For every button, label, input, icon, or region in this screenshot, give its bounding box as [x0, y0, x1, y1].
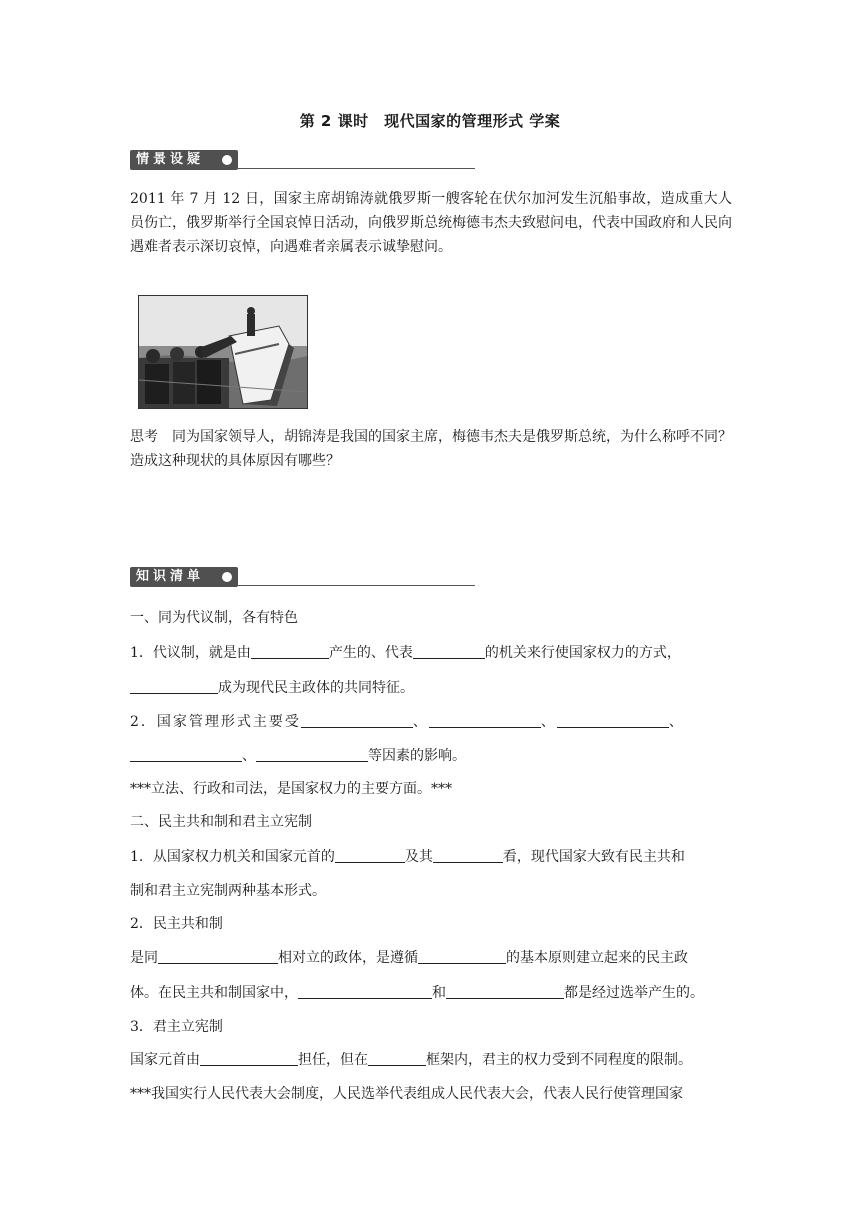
blank-field[interactable] [301, 713, 413, 728]
think-label: 思考 [130, 429, 158, 445]
fill-line-2b [130, 745, 466, 765]
text: 成为现代民主政体的共同特征。 [218, 680, 414, 696]
text: 担任，但在 [298, 1052, 368, 1068]
blank-field[interactable] [368, 1051, 426, 1066]
fill-line-1b [130, 677, 414, 697]
heading-republic-monarchy: 二、民主共和制和君主立宪制 [130, 814, 312, 830]
banner-label: 知识清单 [136, 569, 205, 584]
fill-line-5a [130, 947, 688, 967]
blank-field[interactable] [256, 747, 368, 762]
fill-line-7 [130, 1049, 692, 1069]
text: 2．国家管理形式主要受 [130, 714, 301, 730]
blank-field[interactable] [557, 713, 669, 728]
text: 看，现代国家大致有民主共和 [502, 849, 685, 865]
blank-field[interactable] [200, 1051, 298, 1066]
text: 1．从国家权力机关和国家元首的 [130, 849, 335, 865]
section-banner-knowledge [130, 567, 475, 589]
text: 和 [432, 985, 446, 1001]
text: 国家元首由 [130, 1052, 200, 1068]
rescue-boat-photo [138, 295, 308, 409]
note-npc: ***我国实行人民代表大会制度，人民选举代表组成人民代表大会，代表人民行使管理国家 [130, 1086, 683, 1102]
text: 、 [412, 714, 429, 730]
subheading-monarchy: 3．君主立宪制 [130, 1019, 223, 1035]
blank-field[interactable] [446, 984, 564, 999]
section-banner-scene [130, 150, 475, 172]
banner-label: 情景设疑 [136, 152, 205, 167]
text: 1．代议制，就是由 [130, 645, 251, 661]
text: 产生的、代表 [328, 645, 413, 661]
blank-field[interactable] [413, 644, 485, 659]
text: 框架内，君主的权力受到不同程度的限制。 [426, 1052, 692, 1068]
text: 的基本原则建立起来的民主政 [506, 950, 688, 966]
text: 及其 [404, 849, 433, 865]
text: 等因素的影响。 [368, 748, 466, 764]
note-powers: ***立法、行政和司法，是国家权力的主要方面。*** [130, 781, 452, 797]
text: 相对立的政体，是遵循 [278, 950, 418, 966]
blank-field[interactable] [433, 848, 503, 863]
blank-field[interactable] [158, 949, 278, 964]
blank-field[interactable] [130, 747, 242, 762]
think-paragraph [130, 425, 732, 473]
text: 、 [668, 714, 685, 730]
text: 的机关来行使国家权力的方式， [484, 645, 681, 661]
banner-rule [238, 585, 475, 586]
text: 、 [242, 748, 256, 764]
fill-line-5b [130, 982, 704, 1002]
blank-field[interactable] [251, 644, 329, 659]
text: 是同 [130, 950, 158, 966]
blank-field[interactable] [429, 713, 541, 728]
text: 、 [540, 714, 557, 730]
scene-paragraph: 2011 年 7 月 12 日，国家主席胡锦涛就俄罗斯一艘客轮在伏尔加河发生沉船事故，造成重大人员伤亡，俄罗斯举行全国哀悼日活动，向俄罗斯总统梅德韦杰夫致慰问电，代表中国政府和人民向遇难者表示深切哀悼，向遇难者亲属表示诚挚慰问。 [130, 191, 732, 255]
fill-line-1a [130, 642, 681, 662]
blank-field[interactable] [130, 679, 218, 694]
think-text: 同为国家领导人，胡锦涛是我国的国家主席，梅德韦杰夫是俄罗斯总统，为什么称呼不同？造成这种现状的具体原因有哪些？ [130, 429, 732, 469]
page-title: 第 2 课时 现代国家的管理形式 学案 [299, 112, 561, 130]
banner-dot-icon [222, 572, 232, 582]
subheading-republic: 2．民主共和制 [130, 916, 223, 932]
text: 体。在民主共和制国家中， [130, 985, 298, 1001]
heading-representative-system: 一、同为代议制，各有特色 [130, 610, 298, 626]
fill-line-2a [130, 711, 685, 731]
blank-field[interactable] [298, 984, 432, 999]
blank-field[interactable] [418, 949, 506, 964]
blank-field[interactable] [335, 848, 405, 863]
banner-rule [238, 168, 475, 169]
fill-line-3a [130, 846, 685, 866]
fill-line-3b: 制和君主立宪制两种基本形式。 [130, 883, 326, 899]
banner-dot-icon [222, 155, 232, 165]
text: 都是经过选举产生的。 [564, 985, 704, 1001]
